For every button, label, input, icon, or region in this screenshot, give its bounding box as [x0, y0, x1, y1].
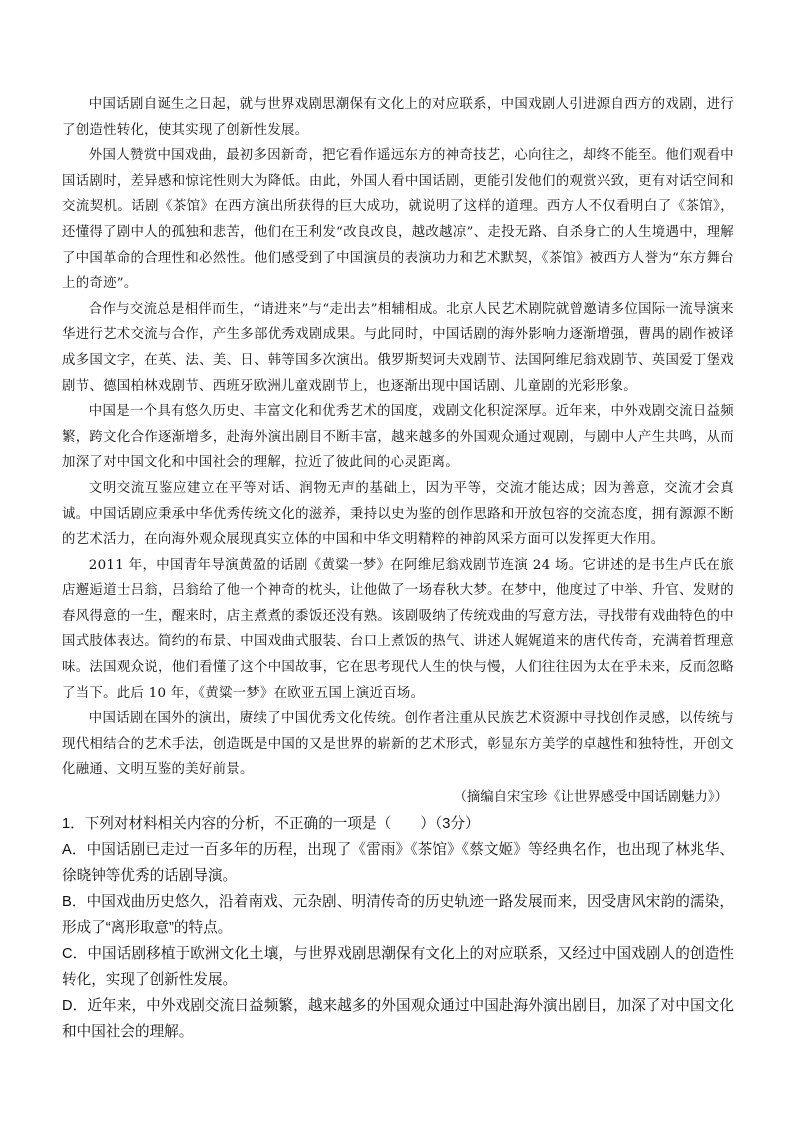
option-b[interactable]: B．中国戏曲历史悠久，沿着南戏、元杂剧、明清传奇的历史轨迹一路发展而来，因受唐风宋韵的濡染，形成了“离形取意”的特点。: [62, 893, 734, 936]
passage-paragraph-5: 文明交流互鉴应建立在平等对话、润物无声的基础上，因为平等，交流才能达成；因为善意，交流才会真诚。中国话剧应秉承中华优秀传统文化的滋养，秉持以史为鉴的创作思路和开放包容的交流态度，拥有源源不断的艺术活力，在向海外观众展现真实立体的中国和中华文明精粹的神韵风采方面可以发挥更大作用。: [62, 480, 734, 548]
question-stem: 1．下列对材料相关内容的分析，不正确的一项是（ ）（3分）: [62, 815, 480, 832]
exam-page: [62, 92, 734, 1045]
passage-paragraph-6: 2011 年，中国青年导演黄盈的话剧《黄粱一梦》在阿维尼翁戏剧节连演 24 场。它讲述的是书生卢氏在旅店邂逅道士吕翁，吕翁给了他一个神奇的枕头，让他做了一场春秋大梦。在梦中，他度过了中举、升官、发财的春风得意的一生，醒来时，店主煮煮的黍饭还没有熟。该剧吸纳了传统戏曲的写意方法，寻找带有戏曲特色的中国式肢体表达。简约的布景、中国戏曲式服装、台口上煮饭的热气、讲述人娓娓道来的唐代传奇，充满着哲理意味。法国观众说，他们看懂了这个中国故事，它在思考现代人生的快与慢，人们往往因为太在乎未来，反而忽略了当下。此后 10 年，《黄粱一梦》在欧亚五国上演近百场。: [62, 557, 734, 701]
passage-paragraph-3: 合作与交流总是相伴而生，“请进来”与“走出去”相辅相成。北京人民艺术剧院就曾邀请多位国际一流导演来华进行艺术交流与合作，产生多部优秀戏剧成果。与此同时，中国话剧的海外影响力逐渐增强，曹禺的剧作被译成多国文字，在英、法、美、日、韩等国多次演出。俄罗斯契诃夫戏剧节、法国阿维尼翁戏剧节、英国爱丁堡戏剧节、德国柏林戏剧节、西班牙欧洲儿童戏剧节上，也逐渐出现中国话剧、儿童剧的光彩形象。: [62, 301, 734, 394]
option-c[interactable]: C．中国话剧移植于欧洲文化土壤，与世界戏剧思潮保有文化上的对应联系，又经过中国戏剧人的创造性转化，实现了创新性发展。: [62, 945, 734, 988]
option-a[interactable]: A．中国话剧已走过一百多年的历程，出现了《雷雨》《茶馆》《蔡文姬》等经典名作，也出现了林兆华、徐晓钟等优秀的话剧导演。: [62, 841, 734, 884]
passage-source: （摘编自宋宝珍《让世界感受中国话剧魅力》）: [453, 790, 728, 806]
passage-paragraph-7: 中国话剧在国外的演出，赓续了中国优秀文化传统。创作者注重从民族艺术资源中寻找创作灵感，以传统与现代相结合的艺术手法，创造既是中国的又是世界的崭新的艺术形式，彰显东方美学的卓越性和独特性，开创文化融通、文明互鉴的美好前景。: [62, 711, 734, 778]
question-1: [62, 811, 734, 1045]
passage-paragraph-2: 外国人赞赏中国戏曲，最初多因新奇，把它看作遥远东方的神奇技艺，心向往之，却终不能至。他们观看中国话剧时，差异感和惊诧性则大为降低。由此，外国人看中国话剧，更能引发他们的观赏兴致，更有对话空间和交流契机。话剧《茶馆》在西方演出所获得的巨大成功，就说明了这样的道理。西方人不仅看明白了《茶馆》，还懂得了剧中人的孤独和悲苦，他们在王利发“改良改良，越改越凉”、走投无路、自杀身亡的人生境遇中，理解了中国革命的合理性和必然性。他们感受到了中国演员的表演功力和艺术默契，《茶馆》被西方人誉为“东方舞台上的奇迹”。: [62, 148, 734, 292]
passage-paragraph-4: 中国是一个具有悠久历史、丰富文化和优秀艺术的国度，戏剧文化积淀深厚。近年来，中外戏剧交流日益频繁，跨文化合作逐渐增多，赴海外演出剧目不断丰富，越来越多的外国观众通过观剧，与剧中人产生共鸣，从而加深了对中国文化和中国社会的理解，拉近了彼此间的心灵距离。: [62, 404, 734, 471]
reading-passage: [62, 92, 734, 783]
option-d[interactable]: D．近年来，中外戏剧交流日益频繁，越来越多的外国观众通过中国赴海外演出剧目，加深了对中国文化和中国社会的理解。: [62, 997, 734, 1040]
passage-paragraph-1: 中国话剧自诞生之日起，就与世界戏剧思潮保有文化上的对应联系，中国戏剧人引进源自西方的戏剧，进行了创造性转化，使其实现了创新性发展。: [62, 97, 734, 138]
